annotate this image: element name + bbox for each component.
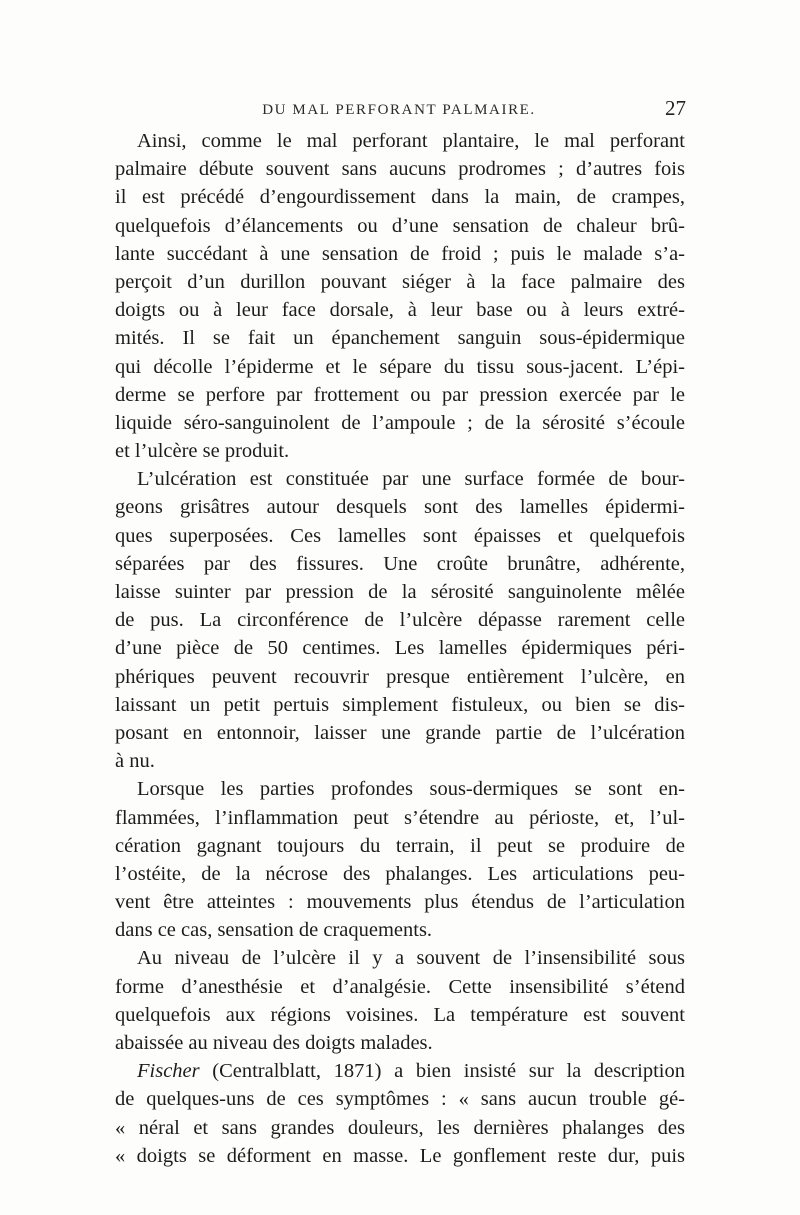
text-line: de pus. La circonférence de l’ulcère dépasse rarement celle bbox=[115, 609, 685, 632]
text-line: abaissée au niveau des doigts malades. bbox=[115, 1032, 433, 1054]
text-line: l’ostéite, de la nécrose des phalanges. Les articulations peu- bbox=[115, 862, 685, 885]
text-line: Ainsi, comme le mal perforant plantaire, le mal perforant bbox=[137, 130, 685, 152]
body-text bbox=[115, 127, 685, 1170]
text-line: phériques peuvent recouvrir presque entièrement l’ulcère, en bbox=[115, 665, 685, 688]
running-title: DU MAL PERFORANT PALMAIRE. bbox=[262, 102, 536, 118]
text-line: quelquefois aux régions voisines. La température est souvent bbox=[115, 1003, 685, 1026]
text-line: posant en entonnoir, laisser une grande partie de l’ulcération bbox=[115, 721, 685, 744]
text-line: lante succédant à une sensation de froid ; puis le malade s’a- bbox=[115, 242, 685, 265]
text-line: « néral et sans grandes douleurs, les dernières phalanges des bbox=[115, 1116, 685, 1139]
text-line: qui décolle l’épiderme et le sépare du tissu sous-jacent. L’épi- bbox=[115, 355, 685, 378]
text-line: ques superposées. Ces lamelles sont épaisses et quelquefois bbox=[115, 524, 685, 547]
text-line: « doigts se déforment en masse. Le gonflement reste dur, puis bbox=[115, 1144, 685, 1167]
text-line: L’ulcération est constituée par une surface formée de bour- bbox=[137, 468, 685, 491]
text-line: vent être atteintes : mouvements plus étendus de l’articulation bbox=[115, 891, 685, 914]
page-header bbox=[112, 96, 686, 126]
text-line: forme d’anesthésie et d’analgésie. Cette insensibilité s’étend bbox=[115, 975, 685, 998]
text-line: palmaire débute souvent sans aucuns prodromes ; d’autres fois bbox=[115, 158, 685, 181]
text-line: mités. Il se fait un épanchement sanguin sous-épidermique bbox=[115, 327, 685, 350]
text-line: geons grisâtres autour desquels sont des lamelles épidermi- bbox=[115, 496, 685, 519]
text-line: flammées, l’inflammation peut s’étendre au périoste, et, l’ul- bbox=[115, 806, 685, 829]
text-line: de quelques-uns de ces symptômes : « sans aucun trouble gé- bbox=[115, 1088, 685, 1111]
text-line: il est précédé d’engourdissement dans la main, de crampes, bbox=[115, 186, 685, 209]
text-line: et l’ulcère se produit. bbox=[115, 440, 290, 463]
citation-text: (Centralblatt, 1871) a bien insisté sur la description bbox=[212, 1060, 685, 1083]
text-line: à nu. bbox=[115, 750, 155, 773]
page-number: 27 bbox=[665, 96, 686, 120]
text-line: quelquefois d’élancements ou d’une sensation de chaleur brû- bbox=[115, 214, 685, 237]
text-line: perçoit d’un durillon pouvant siéger à la face palmaire des bbox=[115, 270, 685, 293]
citation-author: Fischer bbox=[137, 1060, 200, 1083]
text-line: derme se perfore par frottement ou par pression exercée par le bbox=[115, 383, 685, 406]
text-line: dans ce cas, sensation de craquements. bbox=[115, 919, 433, 942]
text-line: d’une pièce de 50 centimes. Les lamelles épidermiques péri- bbox=[115, 637, 685, 660]
text-line: laisse suinter par pression de la sérosité sanguinolente mêlée bbox=[115, 581, 685, 603]
text-line: laissant un petit pertuis simplement fistuleux, ou bien se dis- bbox=[115, 693, 685, 716]
text-line: cération gagnant toujours du terrain, il peut se produire de bbox=[115, 834, 685, 857]
text-line: liquide séro-sanguinolent de l’ampoule ; de la sérosité s’écoule bbox=[115, 411, 685, 434]
text-line: Au niveau de l’ulcère il y a souvent de l’insensibilité sous bbox=[137, 947, 685, 970]
text-line: Lorsque les parties profondes sous-dermiques se sont en- bbox=[137, 778, 685, 801]
text-line: doigts ou à leur face dorsale, à leur base ou à leurs extré- bbox=[115, 299, 685, 322]
text-line: séparées par des fissures. Une croûte brunâtre, adhérente, bbox=[115, 552, 685, 575]
text-line-citation bbox=[115, 1057, 685, 1085]
